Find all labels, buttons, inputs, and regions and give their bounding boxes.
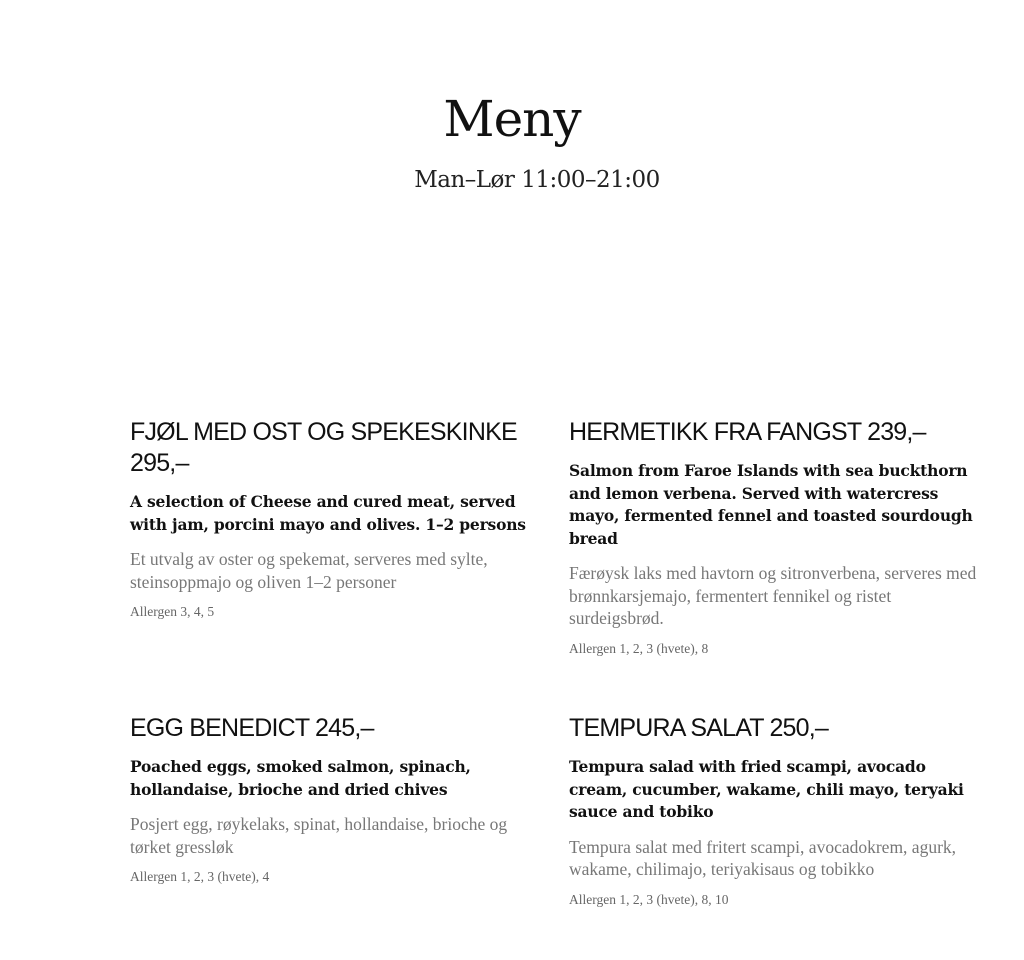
menu-item-price: 239,– [867,418,926,446]
opening-hours: Man–Lør 11:00–21:00 [414,167,660,193]
menu-item-allergen: Allergen 1, 2, 3 (hvete), 8, 10 [569,891,729,907]
menu-item-egg-benedict [130,713,530,886]
menu-header [0,88,1024,196]
menu-item-title [569,417,979,448]
menu-item-description-no: Et utvalg av oster og spekemat, serveres med sylte, steinsoppmajo og oliven 1–2 personer [130,549,488,592]
menu-item-description-no: Færøysk laks med havtorn og sitronverbena, serveres med brønnkarsjemajo, fermentert fennikel og ristet surdeigsbrød. [569,563,977,628]
menu-item-price: 295,– [130,449,189,477]
menu-item-name: HERMETIKK FRA FANGST [569,418,861,446]
menu-item-description-no: Tempura salat med fritert scampi, avocadokrem, agurk, wakame, chilimajo, teriyakisaus og tobikko [569,836,957,879]
menu-item-description-en: A selection of Cheese and cured meat, served with jam, porcini mayo and olives. 1–2 persons [130,492,526,534]
menu-item-allergen: Allergen 3, 4, 5 [130,604,215,619]
menu-item-description-en: Poached eggs, smoked salmon, spinach, hollandaise, brioche and dried chives [130,757,471,799]
menu-item-description-en: Salmon from Faroe Islands with sea buckthorn and lemon verbena. Served with watercress mayo, fermented fennel and toasted sourdough bread [569,461,973,548]
menu-item-description-en: Tempura salad with fried scampi, avocado cream, cucumber, wakame, chili mayo, teryaki sauce and tobiko [569,757,964,821]
menu-item-price: 245,– [315,714,374,742]
menu-item-hermetikk [569,417,979,658]
menu-item-tempura-salat [569,713,979,909]
menu-item-allergen: Allergen 1, 2, 3 (hvete), 4 [130,869,270,884]
menu-item-fjol [130,417,530,621]
menu-item-title [569,713,979,744]
page-title: Meny [443,90,581,148]
menu-item-title [130,417,530,479]
menu-item-price: 250,– [769,714,829,742]
menu-item-name: FJØL MED OST OG SPEKESKINKE [130,418,517,446]
menu-item-name: EGG BENEDICT [130,714,309,742]
menu-item-description-no: Posjert egg, røykelaks, spinat, hollandaise, brioche og tørket gressløk [130,814,508,857]
menu-item-title [130,713,530,744]
menu-item-allergen: Allergen 1, 2, 3 (hvete), 8 [569,640,709,656]
menu-item-name: TEMPURA SALAT [569,714,764,742]
